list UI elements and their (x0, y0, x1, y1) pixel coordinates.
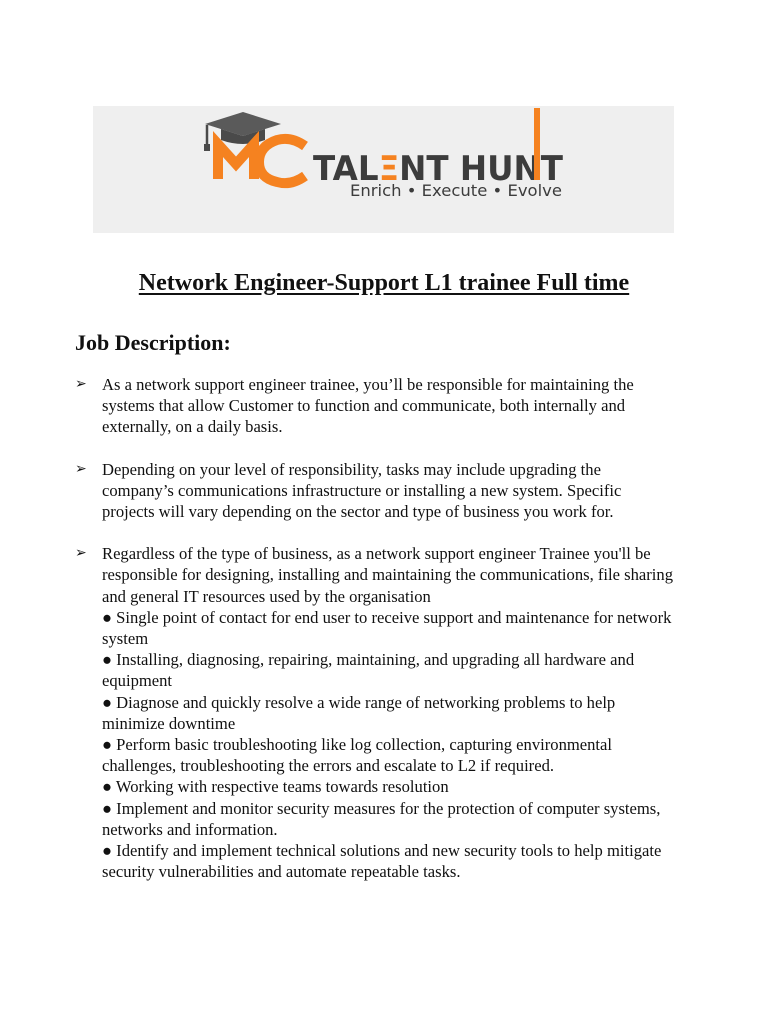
responsibility-bullet: ● Diagnose and quickly resolve a wide range of networking problems to help minimize downtime (102, 692, 616, 733)
mc-mark (218, 139, 305, 183)
talent-hunt-logo (93, 106, 674, 233)
description-paragraph: Regardless of the type of business, as a network support engineer Trainee you'll be responsible for designing, installing and maintaining the communications, file sharing and general IT resources used by the organisation (102, 544, 673, 606)
responsibility-bullet: ● Working with respective teams towards resolution (102, 777, 449, 797)
description-item (75, 543, 675, 882)
responsibility-bullet: ● Perform basic troubleshooting like log collection, capturing environmental challenges, troubleshooting the errors and escalate to L2 if required. (102, 735, 613, 776)
logo-tagline: Enrich • Execute • Evolve (350, 181, 562, 200)
company-logo-banner (93, 106, 674, 233)
arrow-bullet-icon: ➢ (75, 545, 87, 562)
description-paragraph: Depending on your level of responsibility, tasks may include upgrading the company’s communications infrastructure or installing a new system. Specific projects will vary depending on the sector and type of business you work for. (102, 459, 622, 522)
job-title: Network Engineer-Support L1 trainee Full time (138, 270, 630, 296)
responsibility-bullet: ● Implement and monitor security measures for the protection of computer systems, networks and information. (102, 798, 661, 839)
arrow-bullet-icon: ➢ (75, 376, 87, 392)
arrow-bullet-icon: ➢ (75, 460, 87, 477)
logo-wordmark: TALΞNT HUNT (313, 149, 564, 189)
responsibility-bullet: ● Identify and implement technical solutions and new security tools to help mitigate security vulnerabilities and automate repeatable tasks. (102, 841, 662, 882)
responsibility-bullet: ● Installing, diagnosing, repairing, maintaining, and upgrading all hardware and equipment (102, 650, 635, 691)
logo-accent-bar (534, 108, 540, 180)
section-heading-job-description: Job Description: (75, 330, 231, 355)
description-paragraph: As a network support engineer trainee, you’ll be responsible for maintaining the systems that allow Customer to function and communicate, both internally and externally, on a daily basis. (102, 375, 634, 437)
description-item (75, 459, 675, 523)
job-description-body (75, 374, 675, 903)
responsibility-bullet: ● Single point of contact for end user to receive support and maintenance for network system (102, 607, 672, 649)
description-item (75, 374, 675, 438)
